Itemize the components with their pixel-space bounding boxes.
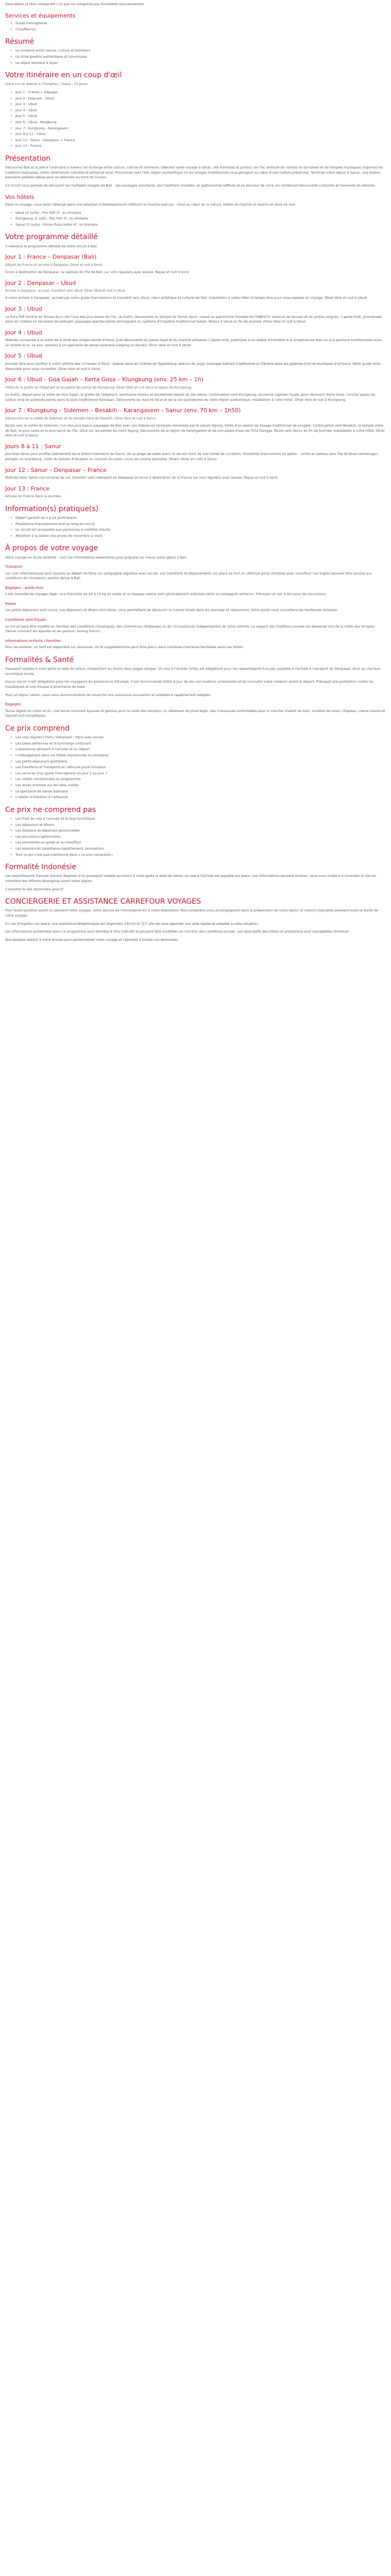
list-item: • Chauffeur(s) <box>10 27 386 32</box>
hotels-text: Dans ce voyage, vous serez hébergé dans une sélection d'établissements reflétant le charme balinais : villas au cœur de la nature, hôtels de charme et resorts en bord de mer. <box>5 202 296 207</box>
conditions-text: Le circuit peut être modifié en fonction des conditions climatiques, des cérémonies religieuses ou de circonstances indépendantes de notre volonté. Le respect des traditions locales est demandé lors de la visite des temples (tenue couvrant les épaules et les genoux, sarong fourni). <box>5 624 374 634</box>
day-block <box>5 443 386 462</box>
list-item: • Guide francophone <box>10 21 386 26</box>
list-item: • Les vols réguliers Paris / Denpasar / Paris avec escale <box>10 735 386 740</box>
day-block <box>5 279 386 301</box>
about-intro: Votre voyage en toute sérénité : voici les informations essentielles pour préparer au mieux votre séjour à Bali. <box>5 555 188 560</box>
itinerary-title: Votre itinéraire en un coup d'œil <box>5 71 122 80</box>
day-text: Journées libres pour profiter pleinement de la station balnéaire de Sanur, de sa plage de sable blanc et de son front de mer bordé de cocotiers. Possibilité d'excursions en option : sortie en bateau vers l'île de Nusa Lembongan, plongée ou snorkeling, visite du temple d'Uluwatu au coucher du soleil, cours de cuisine balinaise. Dîners libres et nuits à Sanur. <box>5 452 379 461</box>
list-item: • Les visites mentionnées au programme <box>10 777 386 782</box>
day-text: Envol à destination de Denpasar, la capitale de l'île de Bali, sur vols réguliers avec escale. Repas et nuit à bord. <box>5 269 190 274</box>
list-item: • Sanur (3 nuits) : Prime Plaza Hotel 4*, ou similaire <box>10 223 386 228</box>
services-list <box>5 21 386 32</box>
list-item: • Le circuit est accessible aux personnes à mobilité réduite <box>10 528 386 533</box>
list-item: • Les déjeuners et dîners <box>10 823 386 828</box>
day-meta: Départ de France et arrivée à Denpasar. Dîner et nuit à bord. <box>5 263 103 267</box>
list-item: • Jour 12 : Sanur - Denpasar > France <box>10 138 386 143</box>
itinerary-list <box>5 90 386 149</box>
day-text: La Pura Pafi Sentral de Taman Ayun est l'une des plus belles de l'île. Le matin, découverte du temple de Taman Ayun, classé au patrimoine mondial de l'UNESCO, entouré de douves et de jardins soignés. L'après-midi, promenade dans les rizières en terrasses de Jatiluwih, paysages spectaculaires témoignant du système d'irrigation traditionnel Subak. Retour à Ubud en fin de journée. Dîner libre et nuit à Ubud. <box>5 314 382 324</box>
day-text: Route vers la vallée de Sidemen, l'un des plus beaux paysages de Bali avec ses rizières en terrasses dominées par le volcan Agung. Visite d'un atelier de tissage traditionnel de songket. Continuation vers Besakih, le temple mère de Bali, le plus vaste et le plus sacré de l'île, situé sur les pentes du mont Agung. Découverte de la région de Karangasem et de son palais d'eau de Tirta Gangga. Route vers Sanur en fin de journée. Installation à votre hôtel. Dîner libre et nuit à Sanur. <box>5 423 385 438</box>
formalites-paragraph: Passeport valable 6 mois après la date de retour, comportant au moins deux pages vierges. Un visa à l'arrivée (VOA) est obligatoire pour les ressortissants français, payable à l'arrivée à l'aéroport de Denpasar, ainsi qu'une taxe touristique locale. <box>5 667 381 676</box>
list-item: • Les taxes aériennes et la surcharge carburant <box>10 741 386 747</box>
list-item: • Les pourboires au guide et au chauffeur <box>10 840 386 845</box>
bagages-weight-title: Bagages – poids max <box>5 585 44 590</box>
prix-list <box>5 735 386 800</box>
repas-text: Les petits-déjeuners sont inclus. Les déjeuners et dîners sont libres, vous permettant de découvrir la cuisine locale dans les warungs et restaurants. Votre guide vous conseillera les meilleures adresses. <box>5 608 338 613</box>
day-block <box>5 406 386 438</box>
transport-title: Transport <box>5 565 22 569</box>
diplomatie-link[interactable]: Consultez le site diplomatie.gouv.fr <box>5 887 63 891</box>
day-title: Jour 6 : Ubud – Goa Gajah – Kerta Gosa – Klungkung (env. 25 km – 1h) <box>5 376 204 383</box>
list-item: • Les petits-déjeuners quotidiens <box>10 759 386 765</box>
itinerary-subtitle: Votre circuit débute à Thimphou / Dawa - 10 Jours <box>5 82 88 87</box>
list-item: • Tout ce qui n'est pas mentionné dans « ce prix comprend » <box>10 853 386 858</box>
day-text: Le matin, départ pour la visite de Goa Gajah, la grotte de l'éléphant, sanctuaire hindou et bouddhiste datant du XIe siècle. Continuation vers Klungkung, ancienne capitale royale, pour découvrir Kerta Gosa, l'ancien palais de justice orné de plafonds peints dans le style traditionnel Kamasan. Découverte du marché local et de la vie quotidienne de cette région authentique. Installation à votre hôtel. Dîner libre et nuit à Klungkung. <box>5 392 376 402</box>
transport-text: Les vols internationaux sont assurés au départ de Paris sur compagnie régulière avec escale. Les transferts et déplacements sur place se font en véhicule privé climatisé avec chauffeur. Les trajets peuvent être soumis aux conditions de circulation, parfois dense à Bali. <box>5 571 372 581</box>
day-block <box>5 485 386 499</box>
about-title: À propos de votre voyage <box>5 544 99 553</box>
list-item: • Jour 3 : Ubud <box>10 102 386 107</box>
list-item: • Jour 4 : Ubud <box>10 108 386 113</box>
hotels-list <box>5 211 386 228</box>
day-title: Jour 4 : Ubud <box>5 329 42 336</box>
list-item: • L'hébergement dans les hôtels mentionnés ou similaires <box>10 753 386 758</box>
list-item: • Attention à la saison des pluies de novembre à mars <box>10 534 386 539</box>
info-list <box>5 516 386 538</box>
list-item: • Jour 6 : Ubud - Kungkung <box>10 120 386 125</box>
conciergerie-paragraph: Les informations présentées dans ce programme sont données à titre indicatif et peuvent être modifiées en fonction des conditions locales. Les descriptifs des hôtels et prestations sont susceptibles d'évoluer. <box>5 929 350 934</box>
day-title: Jour 13 : France <box>5 485 50 492</box>
formalites-paragraph: Aucun vaccin n'est obligatoire pour les voyageurs en provenance d'Europe. Il est recommandé d'être à jour de ses vaccinations universelles et de consulter votre médecin avant le départ. Prévoyez une protection contre les moustiques et une trousse à pharmacie de base. <box>5 680 374 689</box>
list-item: • Les excursions optionnelles <box>10 835 386 840</box>
day-title: Jour 1 : France – Denpasar (Bali) <box>5 253 97 261</box>
day-text: À votre arrivée à Denpasar, accueil par votre guide francophone et transfert vers Ubud, cœur artistique et culturel de Bali. Installation à votre hôtel et temps libre pour vous reposer du voyage. Dîner libre et nuit à Ubud. <box>5 296 368 300</box>
repas-title: Repas <box>5 601 17 606</box>
enfants-text: Pour les enfants, un tarif est disponible sur demande. Un lit supplémentaire peut être prévu dans certaines chambres familiales selon les hôtels. <box>5 645 245 650</box>
formalites-paragraph: Pour un séjour serein, nous vous recommandons de souscrire une assurance annulation et assistance rapatriement adaptée. <box>5 692 212 697</box>
list-item: • Les assurances (assistance rapatriement, annulation) <box>10 846 386 852</box>
day-title: Jour 2 : Denpasar – Ubud <box>5 279 76 286</box>
list-item: • Les frais de visa à l'arrivée et la taxe touristique <box>10 817 386 822</box>
list-item: • Jour 2 : Depuwe - Ubud <box>10 96 386 101</box>
list-item: • Le riche guestro authentique et conviviales <box>10 55 386 60</box>
list-item: • Klungkung (2 nuit) : Pon Pafi 3*, ou similaire <box>10 216 386 222</box>
intro-line: Description (à titre comparatif / Ce prix ne comprend pas Formalités Gouvernement <box>5 2 144 6</box>
list-item: • Jour 1 : France > Depuwe <box>10 90 386 95</box>
list-item: • Le spectacle de danse balinaise <box>10 789 386 794</box>
bagages-title: Bagages <box>5 702 21 707</box>
list-item: • Jour 7 : Kungkung - Karangasem <box>10 126 386 131</box>
day-text: Matinée libre. Selon vos horaires de vol, transfert vers l'aéroport de Denpasar et envol à destination de la France sur vols réguliers avec escale. Repas et nuit à bord. <box>5 476 279 480</box>
resume-title: Résumé <box>5 38 35 46</box>
list-item: • Les services d'un guide francophone du jour 2 au jour 7 <box>10 771 386 776</box>
list-item: • Les droits d'entrée sur les sites visités <box>10 783 386 788</box>
document-page <box>0 0 391 942</box>
formalite-indonesie-title: Formalité Indonésie <box>5 863 76 872</box>
day-block <box>5 253 386 275</box>
nonprix-title: Ce prix ne comprend pas <box>5 805 96 814</box>
presentation-paragraph: Découvrez Bali et la joie à l'ordinaire à travers cet échange entre nature, culture et bonheurs. Débutez votre voyage à Ubud, cité d'artistes et porteur de l'île, entouré de rizières en terrasses et de temples mystiques. Explorez les traditions balinaises, entre cérémonies colorées et artisanat local. Poursuivez vers l'est, région authentique où les villages traditionnels vous plongent au cœur d'une culture préservée. Terminez votre séjour à Sanur, une station balnéaire paisible idéale pour se détendre au bord de l'océan. <box>5 165 383 180</box>
list-item: • Le séjour bonheur à Xpao <box>10 61 386 66</box>
day-title: Jours 8 à 11 : Sanur <box>5 443 61 450</box>
list-item: • Ubud (4 nuits) : Pon Pafi 3*, ou similaire <box>10 211 386 216</box>
prix-title: Ce prix comprend <box>5 724 70 733</box>
hotels-title: Vos hôtels <box>5 193 35 200</box>
day-text: Journée libre pour profiter à votre rythme des richesses d'Ubud : balade dans les rizières de Tegallalang, séance de yoga, massage balinais traditionnel ou flânerie dans les galeries d'art et boutiques d'artisans. Votre guide reste disponible pour vous conseiller. Dîner libre et nuit à Ubud. <box>5 361 381 371</box>
list-item: • Jour 13 : France <box>10 144 386 149</box>
bagages-weight-text: Il est conseillé de voyager léger. Une franchise de 20 à 23 kg en soute et un bagage cabine sont généralement autorisés selon la compagnie aérienne. Prévoyez un sac à dos pour les excursions. <box>5 592 327 597</box>
list-item: • Jour 5 : Ubud <box>10 114 386 119</box>
formalite-indonesie-text: Les ressortissants français doivent disposer d'un passeport valable au moins 6 mois après la date de retour. Le visa à l'arrivée est payable sur place. Les informations peuvent évoluer, nous vous invitons à consulter le site du ministère des Affaires étrangères avant votre départ. <box>5 874 377 884</box>
list-item: • Les transferts et transports en véhicule privé climatisé <box>10 765 386 770</box>
list-item: • L'assistance aéroport à l'arrivée et au départ <box>10 747 386 752</box>
list-item: • Prestations francophones tout au long du circuit <box>10 522 386 527</box>
day-text: Arrivée en France dans la journée. <box>5 494 62 499</box>
conciergerie-paragraph: Pour toute question avant ou pendant votre voyage, notre service de conciergerie est à votre disposition. Nos conseillers vous accompagnent dans la préparation de votre séjour et restent joignables pendant toute la durée de votre voyage. <box>5 908 379 918</box>
day-block <box>5 376 386 402</box>
list-item: • Jour 8 à 11 : Sanur <box>10 132 386 137</box>
day-text: Matinée consacrée à la visite de la forêt des singes sacrés d'Ubud, puis découverte du palais royal et du marché artisanal. L'après-midi, participez à un atelier d'initiation à la sculpture sur bois ou à la peinture traditionnelle avec un artiste local. Le soir, assistez à un spectacle de danse balinaise (Legong ou Kecak). Dîner libre et nuit à Ubud. <box>5 338 382 347</box>
conditions-title: Conditions spécifiques <box>5 618 46 622</box>
programme-intro: Ci-dessous le programme détaillé de votre circuit à Bali. <box>5 244 98 248</box>
programme-title: Votre programme détaillé <box>5 233 98 242</box>
bagages-text: Tenue légère en coton et lin, une tenue couvrant épaules et genoux pour la visite des temples, un vêtement de pluie léger, des chaussures confortables pour la marche, maillot de bain, lunettes de soleil, chapeau, crème solaire et répulsif anti-moustiques. <box>5 708 385 718</box>
day-block <box>5 329 386 348</box>
day-meta: Visite de la grotte de l'éléphant et du palais de justice de Klungkung. Dîner libre et nuit dans la région de Klungkung. <box>5 385 192 389</box>
list-item: • Départ garanti de 2 à 24 participants <box>10 516 386 521</box>
day-block <box>5 352 386 371</box>
enfants-title: Informations enfants / Familles <box>5 638 61 643</box>
list-item: • Les boissons et dépenses personnelles <box>10 828 386 834</box>
resume-list <box>5 48 386 65</box>
presentation-paragraph: Ce circuit vous permet de découvrir les multiples visages de Bali : ses paysages luxuriants, ses traditions vivantes, sa gastronomie raffinée et sa douceur de vivre, en combinant découverte culturelle et moments de détente. <box>5 183 376 188</box>
day-title: Jour 7 : Klungkung – Sidemen – Besakih – Karangasem – Sanur (env. 70 km – 1h50) <box>5 407 241 414</box>
day-meta: Découverte de la vallée de Sidemen et du temple mère de Besakih. Dîner libre et nuit à Sanur. <box>5 416 157 420</box>
day-title: Jour 3 : Ubud <box>5 306 42 312</box>
formalites-title: Formalités & Santé <box>5 655 74 664</box>
day-meta: Arrivée à Denpasar, accueil, transfert vers Ubud. Dîner libre et nuit à Ubud. <box>5 289 126 293</box>
list-item: • Le combiné entre nature, culture et bonheurs <box>10 48 386 54</box>
day-block <box>5 305 386 325</box>
conciergerie-paragraph: En cas d'imprévu sur place, une assistance téléphonique est disponible 24h/24 et 7j/7 afin de vous apporter une aide rapide et adaptée à votre situation. <box>5 921 259 926</box>
conciergerie-title: CONCIERGERIE ET ASSISTANCE CARREFOUR VOYAGES <box>5 897 201 906</box>
nonprix-list <box>5 817 386 857</box>
info-title: Information(s) pratique(s) <box>5 504 99 513</box>
day-block <box>5 466 386 481</box>
day-title: Jour 5 : Ubud <box>5 352 42 360</box>
presentation-title: Présentation <box>5 155 51 163</box>
list-item: • L'atelier d'initiation à l'artisanat <box>10 795 386 800</box>
conciergerie-paragraph: Nos équipes restent à votre écoute pour personnaliser votre voyage et répondre à toutes vos demandes. <box>5 937 179 942</box>
day-title: Jour 12 : Sanur – Denpasar – France <box>5 466 107 473</box>
services-title: Services et équipements <box>5 12 76 19</box>
